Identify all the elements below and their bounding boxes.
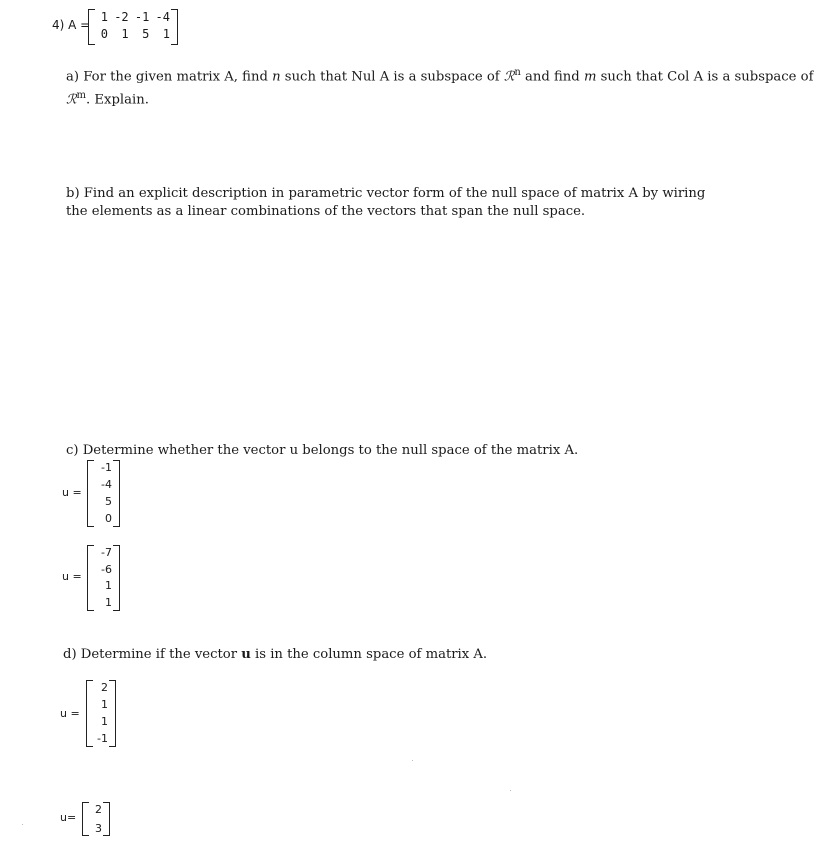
left-bracket xyxy=(82,802,89,836)
part-a-text: . Explain. xyxy=(86,92,149,108)
vector-u-c2 xyxy=(87,545,120,611)
vector-entry: -4 xyxy=(101,478,112,491)
matrix-a xyxy=(88,9,178,45)
part-a-text: and find xyxy=(520,69,584,85)
real-space-symbol: ℛ xyxy=(66,92,77,108)
bold-vector-u: u xyxy=(241,647,251,662)
vector-entry: -1 xyxy=(101,461,112,474)
right-bracket xyxy=(171,9,178,45)
vector-entry: -1 xyxy=(97,732,108,745)
part-b-text: b) Find an explicit description in parametric vector form of the null space of matrix A by wiring the elements as a linear combinations of the vectors that span the null space. xyxy=(66,186,706,219)
vector-u-label: u = xyxy=(62,486,82,499)
part-d-text xyxy=(63,646,487,663)
scan-speck xyxy=(412,760,413,761)
scan-speck xyxy=(22,824,23,825)
vector-entry: 1 xyxy=(101,698,108,711)
part-a-text: a) For the given matrix A, find xyxy=(66,69,273,85)
left-bracket xyxy=(88,9,95,45)
matrix-cell: 1 xyxy=(162,27,170,41)
matrix-cell: -1 xyxy=(134,10,150,24)
real-space-symbol: ℛ xyxy=(503,69,515,85)
part-d-text-pre: d) Determine if the vector xyxy=(63,647,242,662)
right-bracket xyxy=(113,545,120,611)
matrix-cell: 1 xyxy=(121,27,129,41)
matrix-cell: 1 xyxy=(100,10,108,24)
matrix-cell: 0 xyxy=(100,27,108,41)
vector-entry: 2 xyxy=(101,681,108,694)
vector-entry: 2 xyxy=(95,803,102,816)
part-a-line2 xyxy=(66,87,149,108)
vector-entry: 1 xyxy=(105,595,112,609)
part-a-line1 xyxy=(66,64,814,85)
vector-entry: 5 xyxy=(105,495,112,508)
vector-u-c1 xyxy=(87,460,120,527)
left-bracket xyxy=(86,680,93,747)
vector-entry: -7 xyxy=(101,546,112,559)
part-c-text: c) Determine whether the vector u belongs to the null space of the matrix A. xyxy=(66,443,579,458)
matrix-cell: -2 xyxy=(114,10,129,24)
superscript-n: n xyxy=(514,67,521,78)
scan-speck xyxy=(510,790,511,791)
part-a-text: such that Col A is a subspace of xyxy=(596,69,814,85)
right-bracket xyxy=(109,680,116,747)
vector-u-d2 xyxy=(82,802,110,836)
right-bracket xyxy=(113,460,120,527)
left-bracket xyxy=(87,460,94,527)
vector-entry: 0 xyxy=(105,512,112,525)
vector-entry: 1 xyxy=(101,715,108,728)
matrix-row xyxy=(96,9,170,26)
superscript-m: m xyxy=(76,90,87,101)
vector-entry: -6 xyxy=(101,562,112,576)
matrix-row xyxy=(96,26,170,43)
right-bracket xyxy=(103,802,110,836)
part-a-text: such that Nul A is a subspace of xyxy=(280,69,504,85)
vector-entry: 3 xyxy=(95,822,102,835)
vector-u-d1 xyxy=(86,680,116,747)
vector-u-label: u = xyxy=(60,707,80,720)
vector-u-label: u = xyxy=(62,570,82,583)
vector-u-label: u= xyxy=(60,811,77,824)
part-d-text-post: is in the column space of matrix A. xyxy=(250,647,488,662)
matrix-cell: -4 xyxy=(155,10,170,24)
var-n: n xyxy=(272,69,281,85)
left-bracket xyxy=(87,545,94,611)
var-m: m xyxy=(583,69,597,85)
matrix-cell: 5 xyxy=(142,27,150,41)
problem-label: 4) A = xyxy=(52,18,91,32)
vector-entry: 1 xyxy=(105,579,112,593)
